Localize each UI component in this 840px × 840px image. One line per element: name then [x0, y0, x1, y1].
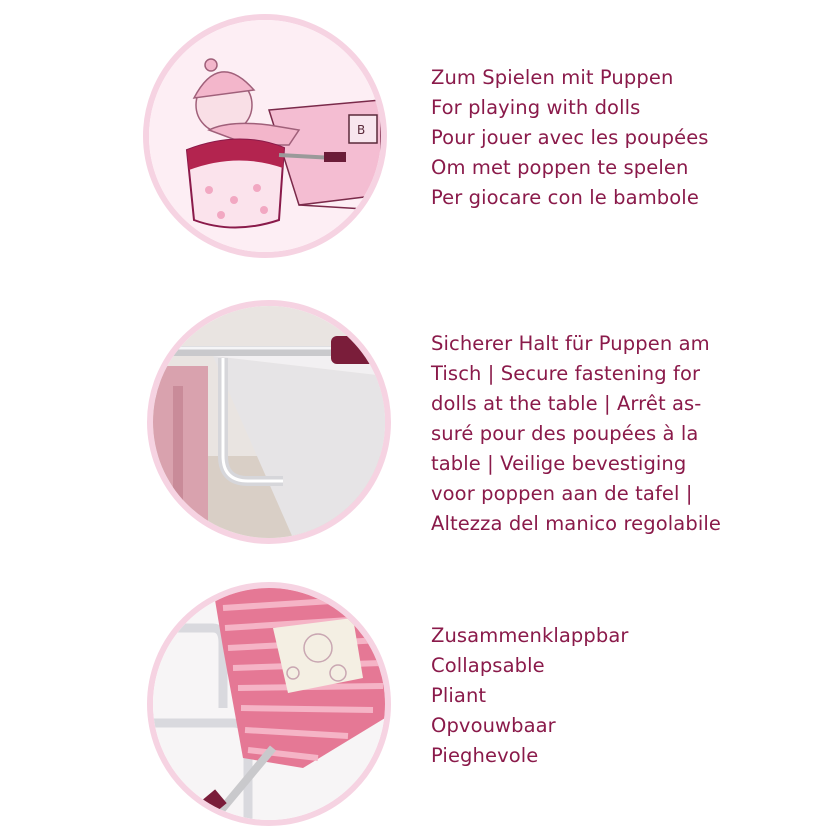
- text-line: Collapsable: [431, 654, 545, 677]
- feature-secure-fastening: [0, 280, 840, 570]
- text-line: Pliant: [431, 684, 487, 707]
- text-line: suré pour des poupées à la: [431, 422, 699, 445]
- text-line: Opvouwbaar: [431, 714, 556, 737]
- text-line: For playing with dolls: [431, 96, 641, 119]
- text-line: Pieghevole: [431, 744, 539, 767]
- table-clamp-photo: [147, 300, 391, 544]
- text-line: Zum Spielen mit Puppen: [431, 66, 674, 89]
- text-line: Tisch | Secure fastening for: [431, 362, 701, 385]
- feature-play-with-dolls: [0, 0, 840, 280]
- text-line: Zusammenklappbar: [431, 624, 629, 647]
- folded-seat-photo: [147, 582, 391, 826]
- text-line: Sicherer Halt für Puppen am: [431, 332, 710, 355]
- svg-text:B: B: [357, 123, 366, 137]
- text-line: Per giocare con le bambole: [431, 186, 699, 209]
- text-line: Om met poppen te spelen: [431, 156, 689, 179]
- doll-at-table-illustration: [143, 14, 387, 258]
- text-line: table | Veilige bevestiging: [431, 452, 687, 475]
- feature-collapsible: [0, 570, 840, 840]
- text-line: Altezza del manico regolabile: [431, 512, 721, 535]
- feature-text: [431, 63, 709, 213]
- text-line: voor poppen aan de tafel |: [431, 482, 693, 505]
- text-line: dolls at the table | Arrêt as-: [431, 392, 702, 415]
- feature-text: [431, 329, 721, 539]
- feature-text: [431, 621, 629, 771]
- text-line: Pour jouer avec les poupées: [431, 126, 709, 149]
